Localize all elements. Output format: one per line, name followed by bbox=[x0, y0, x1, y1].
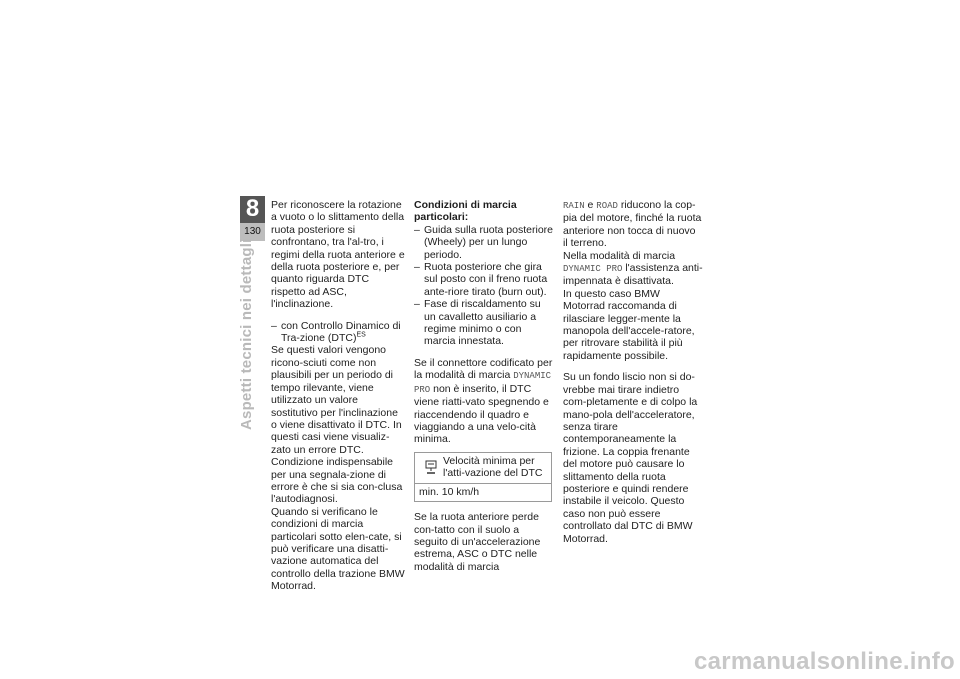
list-item-text: Fase di riscaldamento su un cavalletto ausiliario a regime minimo o con marcia innestata. bbox=[424, 298, 541, 348]
spec-value: min. 10 km/h bbox=[419, 485, 480, 498]
paragraph-text: Nella modalità di marcia bbox=[563, 249, 676, 262]
paragraph: Su un fondo liscio non si do-vrebbe mai tirare indietro com-pletamente e di colpo la mano-pola dell'acceleratore, senza tirare contemporaneamente la frizione. La coppia frenante del motore può causare lo slittamento della ruota posteriore e quindi rendere instabile il veicolo. Questo caso non può essere controllato dal DTC di BMW Motorrad. bbox=[563, 371, 698, 545]
riding-mode-label: DYNAMIC PRO bbox=[563, 264, 623, 275]
list-item bbox=[414, 261, 554, 298]
paragraph-text: e bbox=[587, 199, 594, 211]
paragraph-text: non è inserito, il DTC viene riatti-vato spegnendo e riaccendendo il quadro e viaggiando a una velo-cità minima. bbox=[414, 382, 549, 446]
chapter-title: Aspetti tecnici nei dettagli bbox=[238, 238, 255, 430]
list-dash: – bbox=[414, 261, 420, 274]
riding-mode-label: DYNAMIC PRO bbox=[414, 371, 552, 395]
paragraph-text: Se il connettore codificato per la modalità di marcia bbox=[414, 356, 553, 382]
text-column-3 bbox=[563, 199, 703, 545]
list-item-text: con Controllo Dinamico di Tra-zione (DTC) bbox=[281, 319, 401, 345]
list-dash: – bbox=[414, 223, 420, 236]
paragraph bbox=[563, 250, 703, 288]
list-dash: – bbox=[414, 298, 420, 311]
list-item bbox=[271, 320, 406, 345]
page-number: 130 bbox=[240, 223, 265, 241]
watermark: carmanualsonline.info bbox=[693, 648, 955, 675]
motorcycle-speed-icon bbox=[425, 459, 437, 475]
list-dash: – bbox=[271, 319, 277, 332]
section-heading: Condizioni di marcia particolari: bbox=[414, 199, 517, 224]
paragraph: Quando si verificano le condizioni di marcia particolari sotto elen-cate, si può verificare una disatti-vazione automatica del controllo della trazione BMW Motorrad. bbox=[271, 505, 405, 593]
list-item-text: Guida sulla ruota posteriore (Wheely) per un lungo periodo. bbox=[424, 223, 553, 261]
spec-label: Velocità minima per l'atti-vazione del DTC bbox=[443, 454, 543, 480]
list-item-text: Ruota posteriore che gira sul posto con il freno ruota ante-riore tirato (burn out). bbox=[424, 261, 548, 298]
equipment-code: ES bbox=[356, 331, 366, 339]
paragraph bbox=[563, 199, 703, 250]
list-item bbox=[414, 224, 554, 261]
spec-header bbox=[415, 453, 551, 484]
paragraph-text: riducono la cop-pia del motore, finché la ruota anteriore non tocca di nuovo il terreno. bbox=[563, 199, 702, 250]
riding-mode-label: ROAD bbox=[596, 201, 618, 211]
paragraph: Per riconoscere la rotazione a vuoto o lo slittamento della ruota posteriore si confrontano, tra l'al-tro, i regimi della ruota anteriore e della ruota posteriore e, per quanto riguarda DTC rispetto ad ASC, l'inclinazione. bbox=[271, 199, 405, 311]
riding-mode-label: RAIN bbox=[563, 201, 585, 211]
paragraph: Se la ruota anteriore perde con-tatto con il suolo a seguito di un'accelerazione estrema, ASC o DTC nelle modalità di marcia bbox=[414, 511, 541, 573]
text-column-1 bbox=[271, 199, 406, 593]
spec-table bbox=[414, 452, 552, 502]
paragraph-text: l'assistenza anti-impennata è disattivata. bbox=[563, 262, 703, 288]
list-item bbox=[414, 298, 554, 348]
paragraph: In questo caso BMW Motorrad raccomanda di rilasciare legger-mente la manopola dell'accele-ratore, per ritrovare stabilità il più rapidamente possibile. bbox=[563, 287, 695, 362]
chapter-number: 8 bbox=[245, 195, 260, 222]
paragraph: Se questi valori vengono ricono-sciuti come non plausibili per un periodo di tempo rilevante, viene utilizzato un valore sostitutivo per l'inclinazione o viene disattivato il DTC. In questi casi viene visualiz-zato un errore DTC. Condizione indispensabile per una segnala-zione di errore è che si sia con-clusa l'autodiagnosi. bbox=[271, 344, 403, 506]
text-column-2 bbox=[414, 199, 554, 573]
paragraph bbox=[414, 357, 554, 446]
chapter-tab bbox=[240, 196, 265, 241]
